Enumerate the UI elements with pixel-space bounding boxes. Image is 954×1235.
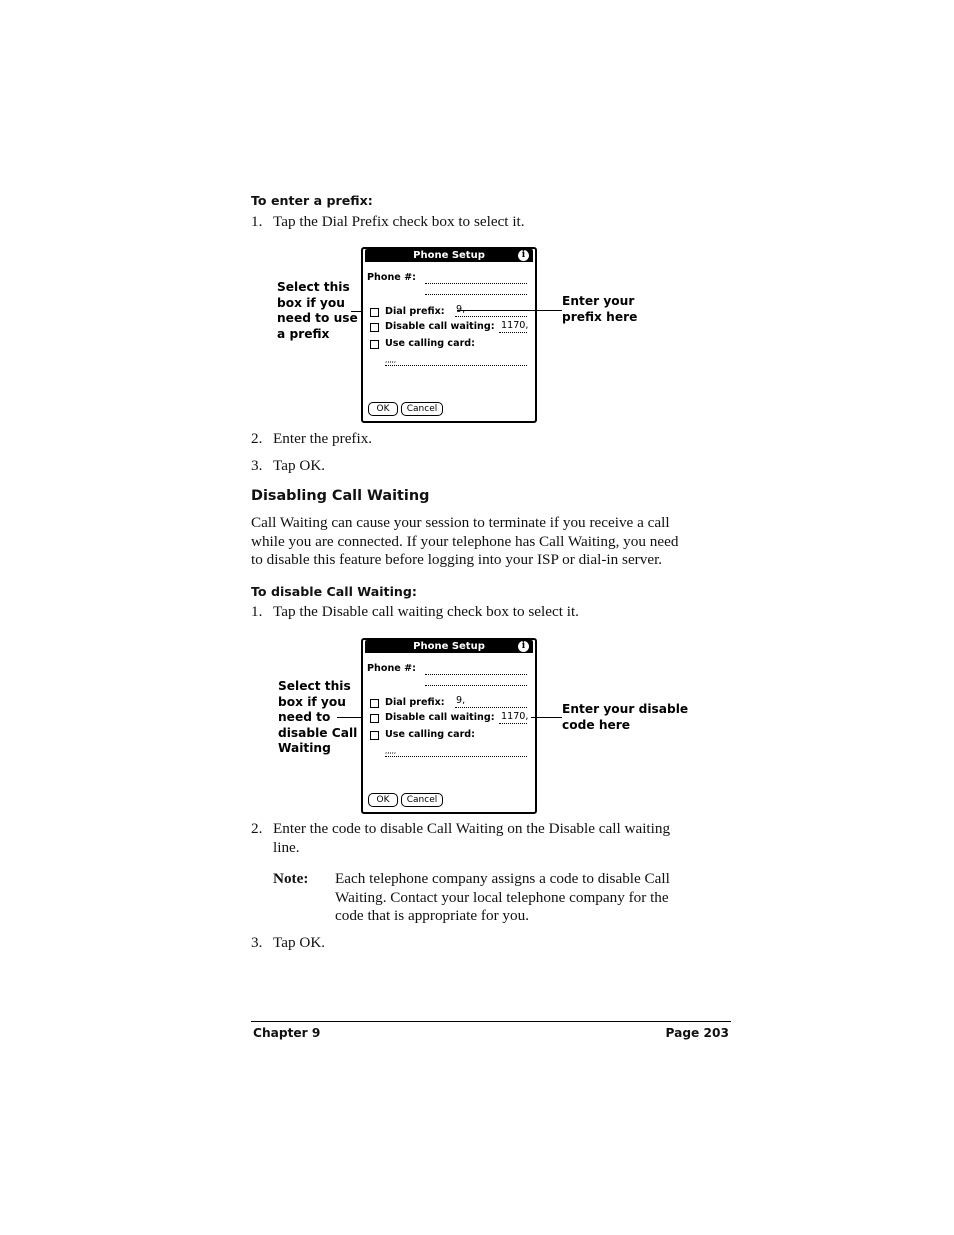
phone-label: Phone #: — [367, 663, 417, 674]
step-1-disable — [251, 603, 731, 623]
calling-card-value[interactable]: ,,,,, — [385, 747, 397, 755]
step-3-prefix — [251, 457, 731, 477]
palm-title-bar — [365, 249, 533, 262]
callout-line: Enter your — [562, 294, 635, 308]
callout-line: need to use — [277, 311, 358, 326]
callout-line: prefix here — [562, 309, 638, 324]
callout-enter-disable-code — [562, 702, 688, 733]
info-icon[interactable]: i — [518, 641, 529, 652]
dial-prefix-label: Dial prefix: — [385, 306, 445, 317]
disable-call-waiting-label: Disable call waiting: — [385, 321, 495, 332]
disable-call-waiting-label: Disable call waiting: — [385, 712, 495, 723]
step-text: Tap the Dial Prefix check box to select it. — [273, 213, 525, 230]
step-number: 2. — [251, 430, 263, 447]
disable-call-waiting-checkbox[interactable] — [370, 323, 379, 332]
calling-card-label: Use calling card: — [385, 729, 476, 740]
step-text: Tap OK. — [273, 934, 326, 951]
callout-line: box if you — [278, 694, 346, 709]
cancel-button[interactable]: Cancel — [401, 402, 443, 416]
footer-page-number: Page 203 — [665, 1026, 729, 1040]
calling-card-field-line[interactable] — [385, 365, 527, 366]
dial-prefix-value[interactable]: 9, — [456, 695, 466, 706]
disable-call-waiting-field-line[interactable] — [499, 332, 527, 333]
paragraph-line: while you are connected. If your telephone has Call Waiting, you need — [251, 532, 679, 550]
phone-label: Phone #: — [367, 272, 417, 283]
calling-card-label: Use calling card: — [385, 338, 476, 349]
dial-prefix-checkbox[interactable] — [370, 308, 379, 317]
palm-title: Phone Setup — [413, 641, 485, 652]
callout-line: a prefix — [277, 326, 330, 341]
cancel-button[interactable]: Cancel — [401, 793, 443, 807]
step-number: 2. — [251, 820, 263, 837]
note-label: Note: — [273, 870, 309, 887]
step-text — [273, 820, 670, 857]
phone-field-line-1[interactable] — [425, 674, 527, 675]
callout-line: need to — [278, 710, 331, 725]
procedure-heading-disable: To disable Call Waiting: — [251, 584, 417, 599]
dial-prefix-field-line[interactable] — [455, 707, 527, 708]
callout-line: Select this — [278, 679, 351, 693]
callout-line: Select this — [277, 280, 350, 294]
figure-phone-setup-disable — [251, 637, 731, 817]
info-icon[interactable]: i — [518, 250, 529, 261]
step-text: Tap the Disable call waiting check box to select it. — [273, 603, 579, 620]
footer-rule — [251, 1021, 731, 1022]
callout-line: disable Call — [278, 725, 358, 740]
procedure-heading-prefix: To enter a prefix: — [251, 193, 373, 208]
step-3-disable — [251, 934, 731, 954]
disable-call-waiting-value[interactable]: 1170, — [501, 711, 529, 722]
dial-prefix-field-line[interactable] — [455, 316, 527, 317]
callout-line: Enter your disable — [562, 702, 689, 716]
callout-enter-prefix — [562, 294, 637, 325]
disable-call-waiting-checkbox[interactable] — [370, 714, 379, 723]
dial-prefix-value[interactable]: 9, — [456, 304, 466, 315]
palm-title: Phone Setup — [413, 250, 485, 261]
calling-card-checkbox[interactable] — [370, 340, 379, 349]
step-number: 3. — [251, 934, 263, 951]
step-text-line: Enter the code to disable Call Waiting on the Disable call waiting — [273, 820, 671, 837]
callout-line: box if you — [277, 295, 345, 310]
step-number: 1. — [251, 213, 263, 230]
step-number: 1. — [251, 603, 263, 620]
calling-card-field-line[interactable] — [385, 756, 527, 757]
note-line: Waiting. Contact your local telephone company for the — [335, 888, 669, 906]
palm-screen — [361, 638, 537, 814]
figure-phone-setup-prefix — [251, 246, 731, 426]
callout-line: code here — [562, 717, 631, 732]
note-line: Each telephone company assigns a code to disable Call — [335, 870, 670, 887]
disable-call-waiting-field-line[interactable] — [499, 723, 527, 724]
calling-card-value[interactable]: ,,,,, — [385, 356, 397, 364]
palm-title-bar — [365, 640, 533, 653]
calling-card-checkbox[interactable] — [370, 731, 379, 740]
step-text: Enter the prefix. — [273, 430, 373, 447]
section-heading-call-waiting: Disabling Call Waiting — [251, 488, 430, 504]
dial-prefix-label: Dial prefix: — [385, 697, 445, 708]
paragraph-line: Call Waiting can cause your session to terminate if you receive a call — [251, 514, 670, 531]
leader-line-right — [531, 717, 562, 718]
callout-line: Waiting — [278, 741, 331, 756]
callout-select-prefix — [277, 280, 358, 342]
step-text: Tap OK. — [273, 457, 326, 474]
step-2-prefix — [251, 430, 731, 450]
ok-button[interactable]: OK — [368, 402, 398, 416]
phone-field-line-1[interactable] — [425, 283, 527, 284]
note-text — [335, 870, 735, 926]
dial-prefix-checkbox[interactable] — [370, 699, 379, 708]
step-2-disable — [251, 820, 741, 860]
phone-field-line-2[interactable] — [425, 685, 527, 686]
disable-call-waiting-value[interactable]: 1170, — [501, 320, 529, 331]
phone-field-line-2[interactable] — [425, 294, 527, 295]
footer-chapter: Chapter 9 — [253, 1026, 321, 1040]
ok-button[interactable]: OK — [368, 793, 398, 807]
step-number: 3. — [251, 457, 263, 474]
palm-screen — [361, 247, 537, 423]
call-waiting-paragraph — [251, 514, 741, 570]
note-block — [273, 870, 743, 930]
note-line: code that is appropriate for you. — [335, 907, 529, 925]
leader-line-right — [457, 310, 562, 311]
step-1-prefix — [251, 213, 731, 233]
paragraph-line: to disable this feature before logging into your ISP or dial-in server. — [251, 551, 663, 569]
step-text-line: line. — [273, 838, 300, 856]
